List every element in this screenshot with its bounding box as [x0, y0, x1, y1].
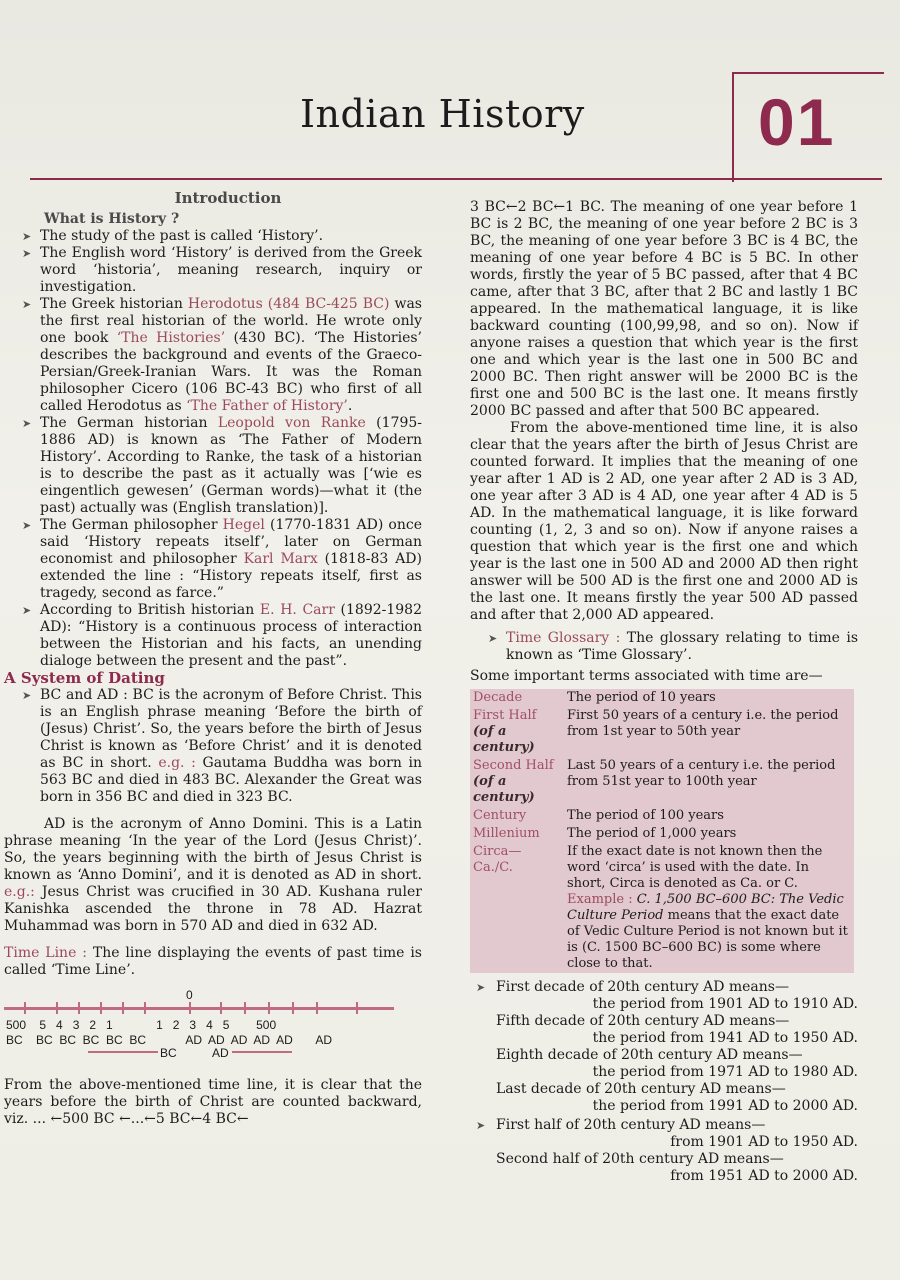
- term-cell: Circa—Ca./C.: [470, 843, 564, 973]
- decade-range: the period from 1991 AD to 2000 AD.: [592, 1098, 858, 1114]
- table-row: [470, 825, 854, 843]
- bullet-carr: ➤ According to British historian E. H. Carr (1892-1982 AD): “History is a continuous process of interaction between the Historian and his facts, an unending dialoge between the present and the past”.: [4, 602, 422, 670]
- bc-label: BC: [160, 1046, 177, 1060]
- introduction-heading: Introduction: [174, 189, 282, 207]
- time-glossary-table: [470, 689, 854, 973]
- half-century-list: [470, 1117, 858, 1185]
- bullet-ranke: ➤ The German historian Leopold von Ranke (1795-1886 AD) is known as ‘The Father of Modern History’. According to Ranke, the task of a historian is to describe the past as it actually was [‘wie es eingentlich gewesen’ (German words)—what it (the past) actually was (English translation)].: [4, 415, 422, 517]
- anno-domini-paragraph: AD is the acronym of Anno Domini. This is a Latin phrase meaning ‘In the year of the Lord (Jesus Christ)’. So, the years beginning with the birth of Jesus Christ is known as ‘Anno Domini’, and it is denoted as AD in short. e.g.: Jesus Christ was crucified in 30 AD. Kushana ruler Kanishka ascended the throne in 78 AD. Hazrat Muhammad was born in 570 AD and died in 632 AD.: [4, 816, 422, 934]
- table-row: [470, 807, 854, 825]
- decade-item: ➤ First decade of 20th century AD means—: [496, 979, 789, 995]
- chapter-number: 01: [758, 85, 836, 159]
- time-line-years: 500 5 4 3 2 1 1 2 3 4 5 500: [6, 1018, 277, 1032]
- term-cell: Second Half (of a century): [470, 757, 564, 807]
- half-item: Second half of 20th century AD means—: [496, 1151, 784, 1167]
- ad-label: AD: [212, 1046, 229, 1060]
- right-column: [470, 199, 858, 1185]
- bullet-hegel: ➤ The German philosopher Hegel (1770-1831 AD) once said ‘History repeats itself’, later on German economist and philosopher Karl Marx (1818-83 AD) extended the line : “History repeats itself, first as tragedy, second as farce.”: [4, 517, 422, 602]
- definition-cell: The period of 100 years: [564, 807, 854, 825]
- decade-item: Last decade of 20th century AD means—: [496, 1081, 786, 1097]
- bullet-historia: ➤ The English word ‘History’ is derived from the Greek word ‘historia’, meaning research, inquiry or investigation.: [4, 245, 422, 296]
- left-column: [4, 190, 422, 1128]
- chapter-title: Indian History: [300, 92, 585, 136]
- decade-list: [470, 979, 858, 1115]
- time-line-definition: Time Line : The line displaying the events of past time is called ‘Time Line’.: [4, 945, 422, 978]
- time-line-zero: 0: [186, 988, 193, 1002]
- ad-arrow: [232, 1051, 292, 1053]
- term-cell: Decade: [470, 689, 564, 707]
- table-row: [470, 689, 854, 707]
- term-cell: Millenium: [470, 825, 564, 843]
- term-cell: Century: [470, 807, 564, 825]
- time-line-axis: [4, 1007, 394, 1010]
- decade-item: Fifth decade of 20th century AD means—: [496, 1013, 790, 1029]
- what-is-history-heading: What is History ?: [44, 211, 180, 227]
- ad-counting-paragraph: From the above-mentioned time line, it is also clear that the years after the birth of Jesus Christ are counted forward. It implies that the meaning of one year after 1 AD is 2 AD, one year after 2 AD is 3 AD, one year after 3 AD is 4 AD, one year after 4 AD is 5 AD. In the mathematical language, it is like forward counting (1, 2, 3 and so on). Now if anyone raises a question that which year is the first one and which year is the last one in 500 AD and 2000 AD then right answer will be 500 AD is the first one and 2000 AD is the last one. It means firstly the year 500 AD passed and after that 2,000 AD appeared.: [470, 420, 858, 623]
- half-item: ➤ First half of 20th century AD means—: [496, 1117, 766, 1133]
- bullet-time-glossary: ➤ Time Glossary : The glossary relating to time is known as ‘Time Glossary’.: [470, 630, 858, 664]
- table-row: [470, 843, 854, 973]
- table-row: [470, 757, 854, 807]
- backward-counting-paragraph: From the above-mentioned time line, it is clear that the years before the birth of Christ are counted backward, viz. ... ←500 BC ←...←5 BC←4 BC←: [4, 1077, 422, 1127]
- time-line-eras: BC BC BC BC BC BC AD AD AD AD AD AD: [6, 1033, 333, 1047]
- decade-range: the period from 1901 AD to 1910 AD.: [592, 996, 858, 1012]
- table-row: [470, 707, 854, 757]
- system-of-dating-heading: A System of Dating: [4, 669, 165, 687]
- decade-item: Eighth decade of 20th century AD means—: [496, 1047, 803, 1063]
- decade-range: the period from 1941 AD to 1950 AD.: [592, 1030, 858, 1046]
- terms-intro: Some important terms associated with time are—: [470, 668, 823, 684]
- definition-cell: If the exact date is not known then the word ‘circa’ is used with the date. In short, Circa is denoted as Ca. or C. Example : C. 1,500 BC–600 BC: The Vedic Culture Period means that the exact date of Vedic Culture Period is not known but it is (C. 1500 BC–600 BC) is some where close to that.: [564, 843, 854, 973]
- term-cell: First Half (of a century): [470, 707, 564, 757]
- definition-cell: The period of 1,000 years: [564, 825, 854, 843]
- bullet-herodotus: ➤ The Greek historian Herodotus (484 BC-425 BC) was the first real historian of the world. He wrote only one book ‘The Histories’ (430 BC). ‘The Histories’ describes the background and events of the Graeco-Persian/Greek-Iranian Wars. It was the Roman philosopher Cicero (106 BC-43 BC) who first of all called Herodotus as ‘The Father of History’.: [4, 296, 422, 415]
- definition-cell: The period of 10 years: [564, 689, 854, 707]
- header-rule: [30, 178, 882, 180]
- definition-cell: First 50 years of a century i.e. the period from 1st year to 50th year: [564, 707, 854, 757]
- definition-cell: Last 50 years of a century i.e. the period from 51st year to 100th year: [564, 757, 854, 807]
- bullet-history-definition: ➤ The study of the past is called ‘History’.: [4, 228, 422, 245]
- bc-arrow: [88, 1051, 158, 1053]
- time-line-diagram: [4, 987, 422, 1067]
- bullet-bc-ad: ➤ BC and AD : BC is the acronym of Before Christ. This is an English phrase meaning ‘Before the birth of (Jesus) Christ’. So, the years before the birth of Jesus Christ is known as ‘Before Christ’ and it is denoted as BC in short. e.g. : Gautama Buddha was born in 563 BC and died in 483 BC. Alexander the Great was born in 356 BC and died in 323 BC.: [4, 687, 422, 806]
- half-range: from 1951 AD to 2000 AD.: [670, 1168, 858, 1184]
- decade-range: the period from 1971 AD to 1980 AD.: [592, 1064, 858, 1080]
- bc-counting-paragraph: 3 BC←2 BC←1 BC. The meaning of one year before 1 BC is 2 BC, the meaning of one year before 2 BC is 3 BC, the meaning of one year before 3 BC is 4 BC, the meaning of one year before 4 BC is 5 BC. In other words, firstly the year of 5 BC passed, after that 4 BC came, after that 3 BC, after that 2 BC and lastly 1 BC appeared. In the mathematical language, it is like backward counting (100,99,98, and so on). Now if anyone raises a question that which year is the first one and which year is the last one in 500 BC and 2000 BC. Then right answer will be 2000 BC is the first one and 500 BC is the last one. It means firstly 2000 BC passed and after that 500 BC appeared.: [470, 199, 858, 419]
- half-range: from 1901 AD to 1950 AD.: [670, 1134, 858, 1150]
